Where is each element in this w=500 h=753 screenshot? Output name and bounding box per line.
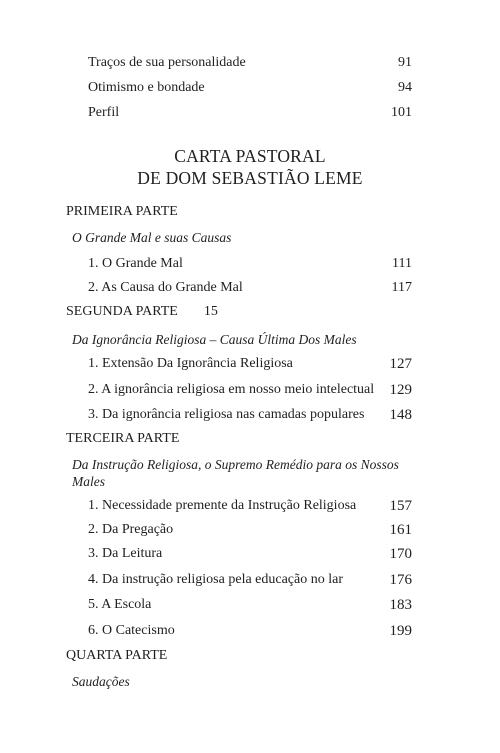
toc-entry-page: 94	[398, 80, 412, 95]
part-page: 15	[203, 304, 218, 319]
toc-entry-title: 6. O Catecismo	[88, 623, 175, 638]
toc-entry-page: 129	[389, 382, 412, 398]
part-title: QUARTA PARTE	[66, 648, 168, 663]
section-heading-line1: CARTA PASTORAL	[174, 146, 326, 166]
toc-entry-title: 2. A ignorância religiosa em nosso meio intelectual	[88, 382, 375, 397]
toc-entry-page: 199	[389, 623, 412, 639]
part-subtitle: Saudações	[72, 674, 130, 689]
toc-entry-title: 5. A Escola	[88, 597, 152, 612]
toc-entry-page: 117	[391, 280, 412, 295]
part-subtitle: Da Instrução Religiosa, o Supremo Remédio para os Nossos Males	[72, 457, 399, 489]
part-title: TERCEIRA PARTE	[66, 431, 180, 446]
toc-entry-page: 157	[389, 498, 412, 514]
toc-entry-page: 91	[398, 55, 412, 70]
toc-entry-page: 127	[389, 356, 412, 372]
toc-entry-title: Perfil	[88, 105, 120, 120]
part-label	[66, 647, 500, 665]
toc-entry-page: 111	[392, 256, 412, 271]
toc-entry-title: 1. Necessidade premente da Instrução Religiosa	[88, 498, 357, 513]
toc-entry-title: Traços de sua personalidade	[88, 55, 246, 70]
toc-entry-page: 148	[389, 407, 412, 423]
toc-entry-title: 1. O Grande Mal	[88, 256, 183, 271]
part-title: PRIMEIRA PARTE	[66, 204, 178, 219]
toc-entry-title: 4. Da instrução religiosa pela educação no lar	[88, 572, 344, 587]
part-label	[66, 430, 500, 448]
toc-entry-title: 3. Da Leitura	[88, 546, 163, 561]
section-heading-line2: DE DOM SEBASTIÃO LEME	[137, 168, 363, 188]
toc-entry-page: 176	[389, 572, 412, 588]
toc-entry-title: 2. Da Pregação	[88, 522, 174, 537]
toc-entry-title: Otimismo e bondade	[88, 80, 205, 95]
part-title: SEGUNDA PARTE	[66, 304, 178, 319]
part-label	[66, 203, 500, 221]
part-subtitle: O Grande Mal e suas Causas	[72, 230, 232, 245]
toc-entry-title: 3. Da ignorância religiosa nas camadas populares	[88, 407, 365, 422]
toc-entry-page: 161	[389, 522, 412, 538]
toc-entry-page: 183	[389, 597, 412, 613]
toc-entry-page: 170	[389, 546, 412, 562]
toc-entry-title: 1. Extensão Da Ignorância Religiosa	[88, 356, 293, 371]
toc-entry-title: 2. As Causa do Grande Mal	[88, 280, 243, 295]
part-subtitle: Da Ignorância Religiosa – Causa Última Dos Males	[72, 332, 357, 347]
toc-entry-page: 101	[391, 105, 412, 120]
part-label	[66, 303, 500, 321]
